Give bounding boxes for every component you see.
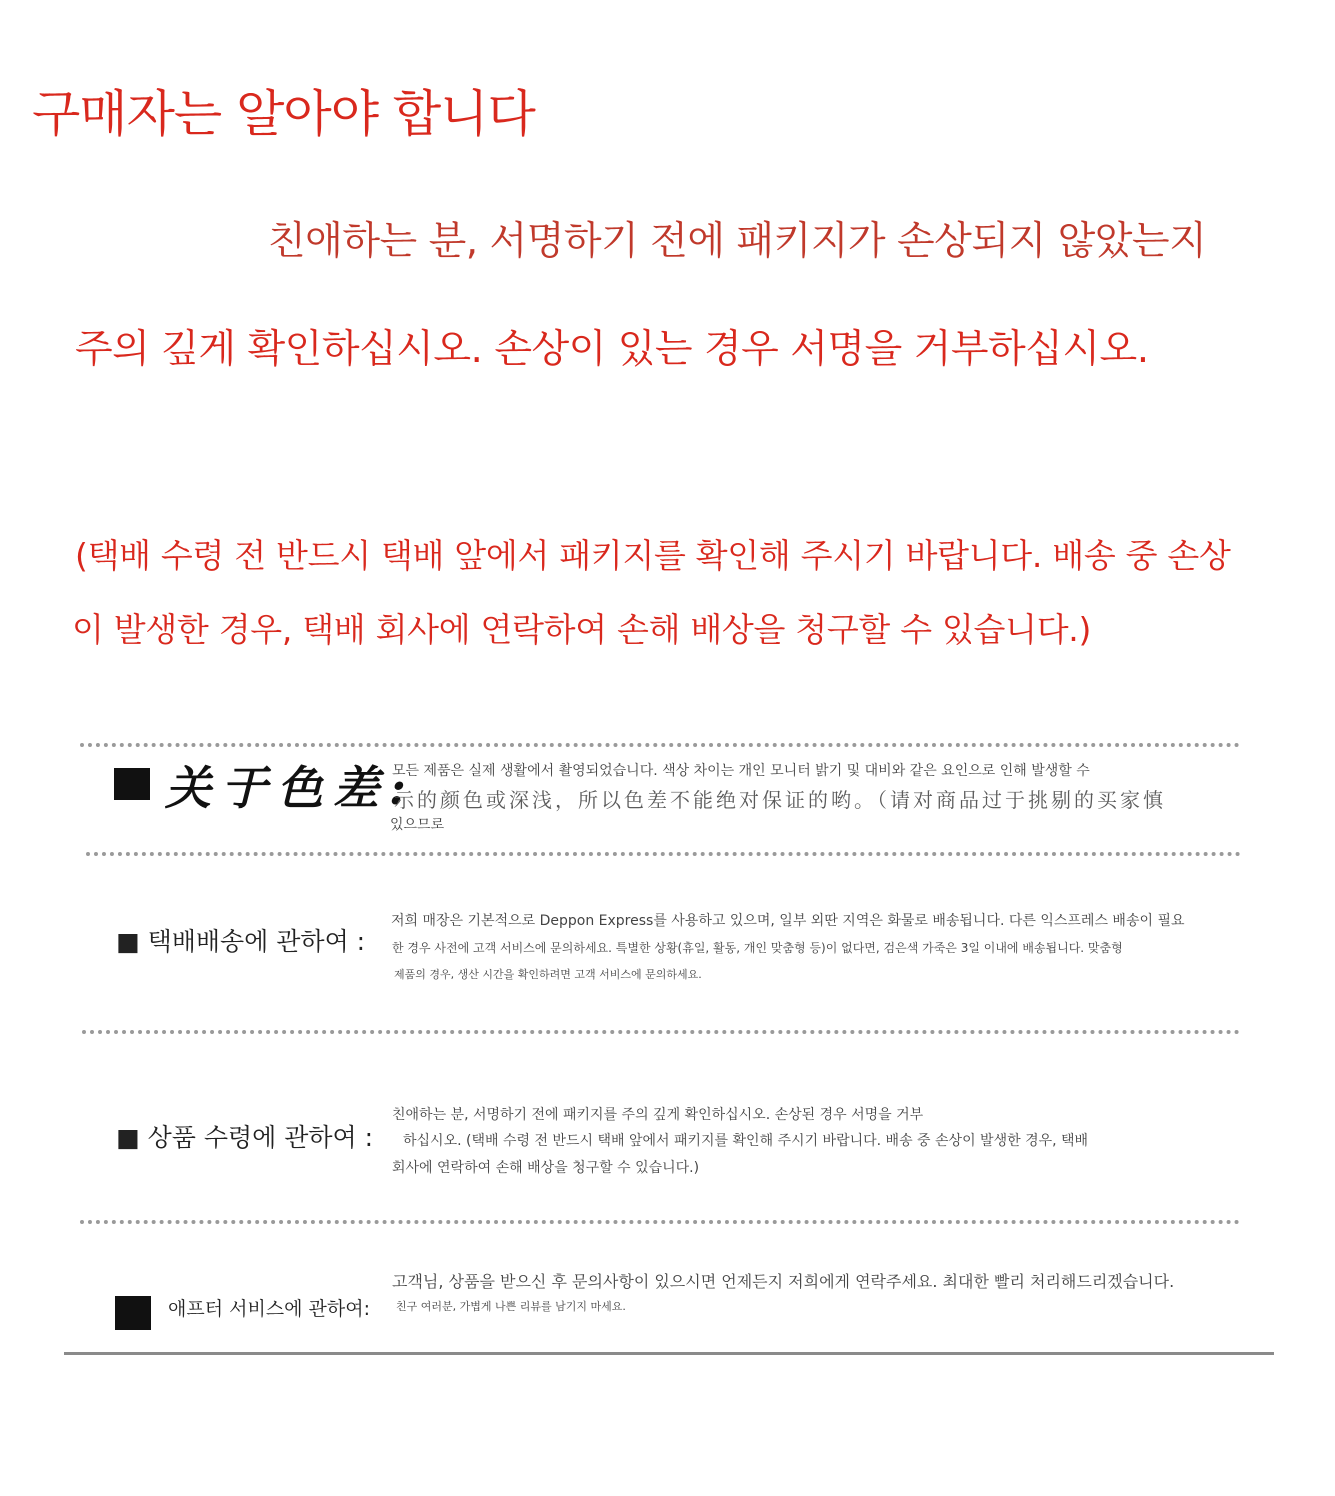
after-service-bullet-icon [115,1296,151,1330]
notice-line-1: 친애하는 분, 서명하기 전에 패키지가 손상되지 않았는지 [268,219,1207,264]
receipt-section-label: ■ 상품 수령에 관하여 : [116,1123,374,1152]
color-text-line-2: 示的颜色或深浅，所以色差不能绝对保证的哟。（请对商品过于挑剔的买家慎 [394,788,1166,812]
notice-paragraph-line-2: 이 발생한 경우, 택배 회사에 연락하여 손해 배상을 청구할 수 있습니다.) [72,610,1092,649]
receipt-text-line-3: 회사에 연락하여 손해 배상을 청구할 수 있습니다.) [392,1160,700,1176]
divider-top [80,743,1240,747]
receipt-text-line-2: 하십시오. (택배 수령 전 반드시 택배 앞에서 패키지를 확인해 주시기 바랍니다. 배송 중 손상이 발생한 경우, 택배 [403,1133,1089,1149]
delivery-text-line-1: 저희 매장은 기본적으로 Deppon Express를 사용하고 있으며, 일부 외딴 지역은 화물로 배송됩니다. 다른 익스프레스 배송이 필요 [391,913,1185,929]
divider-delivery-section [82,1030,1240,1034]
color-difference-title: 关于色差: [165,761,416,815]
after-service-text-line-1: 고객님, 상품을 받으신 후 문의사항이 있으시면 언제든지 저희에게 연락주세요. 최대한 빨리 처리해드리겠습니다. [392,1272,1175,1291]
color-text-line-3: 있으므로 [390,817,445,833]
divider-bottom [64,1352,1274,1355]
notice-line-2: 주의 깊게 확인하십시오. 손상이 있는 경우 서명을 거부하십시오. [75,327,1149,372]
divider-color-section [86,852,1241,856]
section-bullet-icon [114,768,150,800]
divider-receipt-section [80,1220,1240,1224]
delivery-text-line-3: 제품의 경우, 생산 시간을 확인하려면 고객 서비스에 문의하세요. [394,968,702,981]
delivery-section-label: ■ 택배배송에 관하여 : [116,927,366,956]
color-text-line-1: 모든 제품은 실제 생활에서 촬영되었습니다. 색상 차이는 개인 모니터 밝기 및 대비와 같은 요인으로 인해 발생할 수 [392,763,1090,779]
receipt-text-line-1: 친애하는 분, 서명하기 전에 패키지를 주의 깊게 확인하십시오. 손상된 경우 서명을 거부 [392,1107,924,1123]
notice-title: 구매자는 알아야 합니다 [32,85,535,143]
after-service-section-label: 애프터 서비스에 관하여: [168,1298,371,1320]
notice-paragraph-line-1: (택배 수령 전 반드시 택배 앞에서 패키지를 확인해 주시기 바랍니다. 배송 중 손상 [75,536,1231,575]
after-service-text-line-2: 친구 여러분, 가볍게 나쁜 리뷰를 남기지 마세요. [396,1300,626,1313]
delivery-text-line-2: 한 경우 사전에 고객 서비스에 문의하세요. 특별한 상황(휴일, 활동, 개인 맞춤형 등)이 없다면, 검은색 가죽은 3일 이내에 배송됩니다. 맞춤형 [392,941,1123,955]
